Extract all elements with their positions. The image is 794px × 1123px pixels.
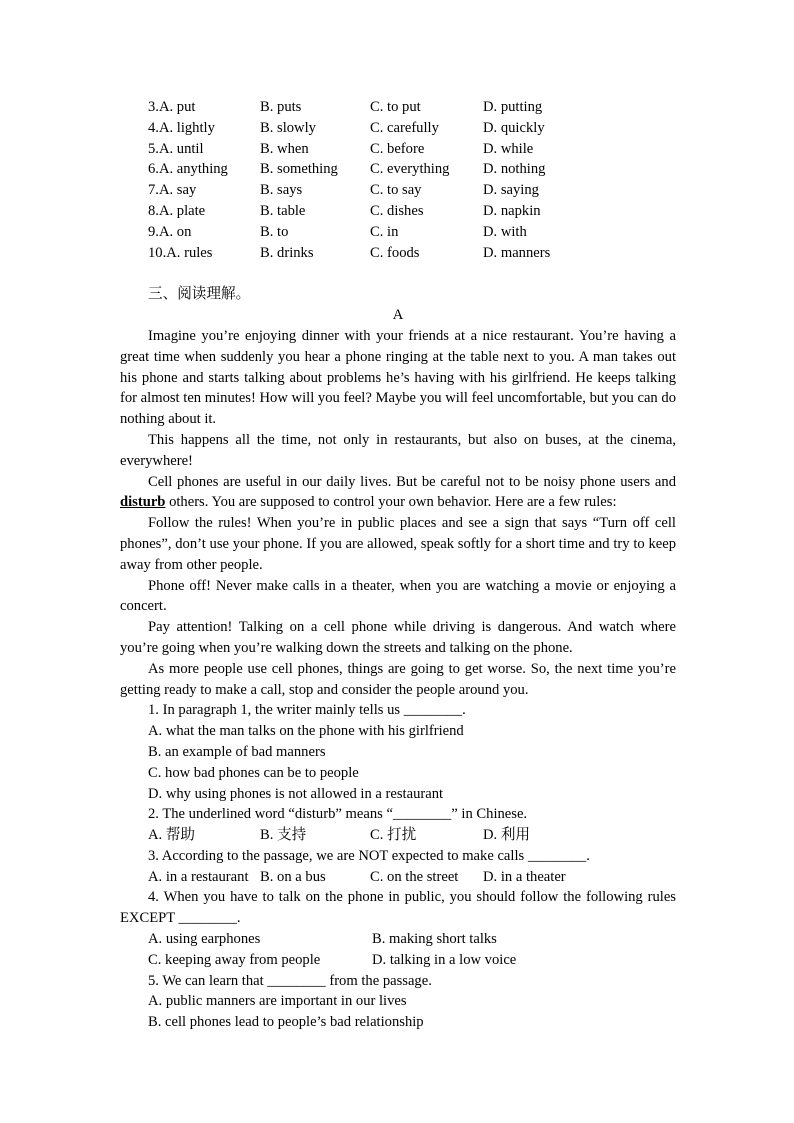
mcq-row bbox=[148, 243, 676, 264]
mcq-option: B. something bbox=[260, 161, 338, 178]
mcq-option: 3.A. put bbox=[148, 99, 196, 115]
mcq-option: C. before bbox=[370, 140, 425, 157]
mcq-option: C. in bbox=[370, 223, 399, 240]
mcq-option: C. to say bbox=[370, 182, 422, 199]
passage-paragraph bbox=[120, 472, 676, 514]
question-option: A. in a restaurant bbox=[148, 868, 249, 885]
mcq-option: B. when bbox=[260, 140, 309, 157]
mcq-option: B. table bbox=[260, 202, 306, 219]
question-option: C. how bad phones can be to people bbox=[148, 764, 359, 781]
question-option: B. 支持 bbox=[260, 827, 307, 844]
question-stem: 1. In paragraph 1, the writer mainly tells us ________. bbox=[148, 702, 466, 719]
question-options-row bbox=[148, 867, 676, 888]
paragraph-text: others. You are supposed to control your own behavior. Here are a few rules: bbox=[165, 494, 617, 511]
question-stem: 4. When you have to talk on the phone in public, you should follow the following rules EXCEPT ________. bbox=[120, 889, 676, 927]
question-options-row bbox=[148, 929, 676, 950]
question-options-row bbox=[148, 950, 676, 971]
question-option: C. on the street bbox=[370, 868, 459, 885]
passage-paragraph: This happens all the time, not only in restaurants, but also on buses, at the cinema, everywhere! bbox=[120, 431, 676, 469]
mcq-option: C. foods bbox=[370, 244, 420, 261]
mcq-option: 5.A. until bbox=[148, 140, 204, 157]
mcq-row bbox=[148, 159, 676, 180]
mcq-option: 6.A. anything bbox=[148, 161, 228, 178]
question-option: D. in a theater bbox=[483, 868, 566, 885]
mcq-option: C. carefully bbox=[370, 119, 439, 136]
mcq-row bbox=[148, 118, 676, 139]
mcq-option: D. putting bbox=[483, 99, 543, 115]
mcq-option: 10.A. rules bbox=[148, 244, 213, 261]
mcq-option: B. puts bbox=[260, 99, 302, 115]
mcq-option: D. with bbox=[483, 223, 527, 240]
mcq-option: D. nothing bbox=[483, 161, 546, 178]
mcq-option: D. napkin bbox=[483, 202, 541, 219]
question-option: C. 打扰 bbox=[370, 827, 417, 844]
mcq-option: 4.A. lightly bbox=[148, 119, 215, 136]
passage-label: A bbox=[392, 307, 404, 324]
mcq-option: B. drinks bbox=[260, 244, 314, 261]
passage-paragraph: Pay attention! Talking on a cell phone while driving is dangerous. And watch where you’re going when you’re walking down the streets and talking on the phone. bbox=[120, 619, 676, 656]
mcq-option: 8.A. plate bbox=[148, 202, 206, 219]
question-stem: 5. We can learn that ________ from the passage. bbox=[148, 972, 432, 989]
mcq-option: D. quickly bbox=[483, 119, 545, 136]
mcq-option: C. to put bbox=[370, 99, 421, 115]
underlined-word: disturb bbox=[120, 494, 166, 511]
question-option: A. public manners are important in our lives bbox=[148, 993, 407, 1010]
section-heading: 三、阅读理解。 bbox=[148, 286, 251, 303]
mcq-option: D. while bbox=[483, 140, 534, 157]
passage-paragraph: Follow the rules! When you’re in public places and see a sign that says “Turn off cell phones”, don’t use your phone. If you are allowed, speak softly for a short time and try to keep away from other people. bbox=[120, 515, 676, 573]
mcq-option: 9.A. on bbox=[148, 223, 192, 240]
mcq-option: C. dishes bbox=[370, 202, 424, 219]
question-options-row bbox=[148, 825, 676, 846]
mcq-option: D. manners bbox=[483, 244, 551, 261]
mcq-option: 7.A. say bbox=[148, 182, 197, 199]
mcq-option: B. to bbox=[260, 223, 289, 240]
mcq-option: B. slowly bbox=[260, 119, 316, 136]
question-stem: 3. According to the passage, we are NOT expected to make calls ________. bbox=[148, 847, 590, 864]
mcq-section bbox=[120, 97, 676, 263]
mcq-row bbox=[148, 97, 676, 118]
mcq-option: B. says bbox=[260, 182, 303, 199]
mcq-row bbox=[148, 139, 676, 160]
question-option: D. 利用 bbox=[483, 827, 531, 844]
question-option: C. keeping away from people bbox=[148, 951, 321, 968]
question-option: B. an example of bad manners bbox=[148, 743, 326, 760]
mcq-option: D. saying bbox=[483, 182, 539, 199]
passage-paragraph: Phone off! Never make calls in a theater, when you are watching a movie or enjoying a concert. bbox=[120, 577, 676, 615]
question-option: B. cell phones lead to people’s bad relationship bbox=[148, 1014, 424, 1031]
mcq-row bbox=[148, 180, 676, 201]
question-option: A. 帮助 bbox=[148, 827, 196, 844]
question-option: B. on a bus bbox=[260, 868, 326, 885]
question-stem: 2. The underlined word “disturb” means “________” in Chinese. bbox=[148, 806, 528, 823]
question-option: A. what the man talks on the phone with his girlfriend bbox=[148, 723, 464, 740]
question-option: D. why using phones is not allowed in a restaurant bbox=[148, 785, 444, 802]
question-option: B. making short talks bbox=[372, 931, 497, 948]
question-option: A. using earphones bbox=[148, 931, 261, 948]
passage-paragraph: As more people use cell phones, things are going to get worse. So, the next time you’re getting ready to make a call, stop and consider the people around you. bbox=[120, 660, 676, 698]
mcq-row bbox=[148, 201, 676, 222]
question-option: D. talking in a low voice bbox=[372, 951, 517, 968]
paragraph-text: Cell phones are useful in our daily lives. But be careful not to be noisy phone users and bbox=[148, 473, 676, 490]
mcq-option: C. everything bbox=[370, 161, 450, 178]
passage-paragraph: Imagine you’re enjoying dinner with your friends at a nice restaurant. You’re having a great time when suddenly you hear a phone ringing at the table next to you. A man takes out his phone and starts talking about problems he’s having with his girlfriend. He keeps talking for almost ten minutes! How will you feel? Maybe you will feel uncomfortable, but you can do nothing about it. bbox=[120, 327, 676, 428]
mcq-row bbox=[148, 222, 676, 243]
